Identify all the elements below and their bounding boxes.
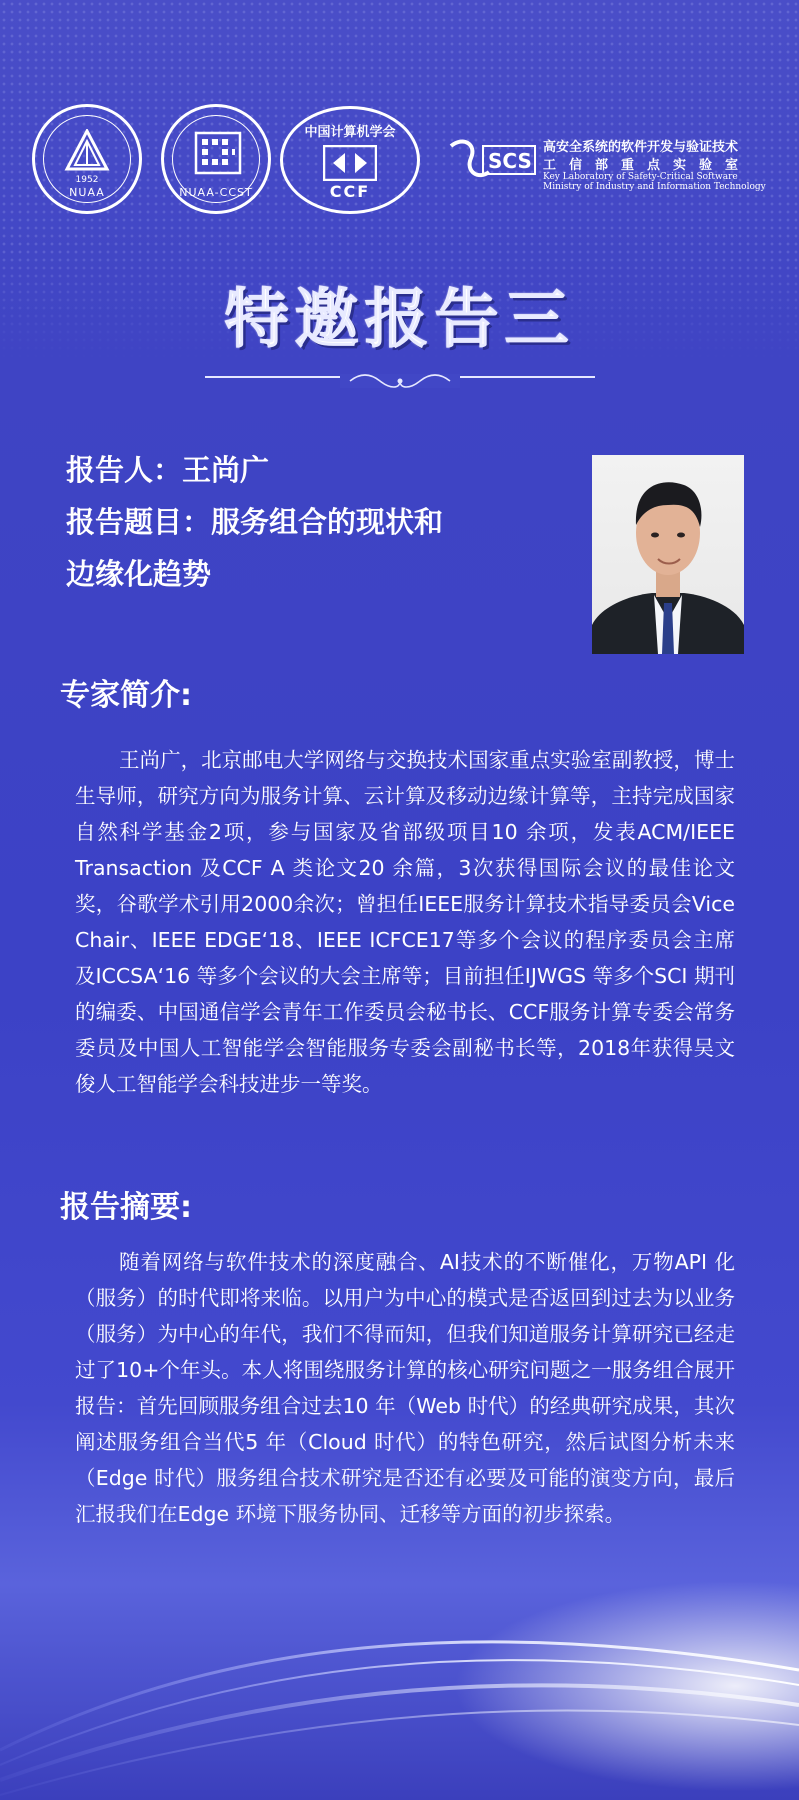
ccf-top-text: 中国计算机学会 — [304, 125, 396, 140]
ccst-name: NUAA-CCST — [179, 186, 253, 199]
scs-cn-line1: 高安全系统的软件开发与验证技术 — [543, 140, 739, 155]
topic-line-2: 边缘化趋势 — [66, 557, 212, 591]
nuaa-logo — [32, 104, 142, 214]
nuaa-year: 1952 — [75, 175, 99, 185]
ornament-icon — [340, 372, 460, 390]
bio-text: 王尚广，北京邮电大学网络与交换技术国家重点实验室副教授，博士生导师，研究方向为服务计算、云计算及移动边缘计算等，主持完成国家自然科学基金2项，参与国家及省部级项目10 余项，发表ACM/IEEE Transaction 及CCF A 类论文20 余篇，3次获得国际会议的最佳论文奖，谷歌学术引用2000余次；曾担任IEEE服务计算技术指导委员会Vice Chair、IEEE EDGE‘18、IEEE ICFCE17等多个会议的程序委员会主席及ICCSA‘16 等多个会议的大会主席等；目前担任IJWGS 等多个SCI 期刊的编委、中国通信学会青年工作委员会秘书长、CCF服务计算专委会常务委员及中国人工智能学会智能服务专委会副秘书长等，2018年获得吴文俊人工智能学会科技进步一等奖。 — [75, 748, 735, 1096]
light-wave-decoration — [0, 1500, 799, 1800]
nuaa-name: NUAA — [69, 186, 105, 199]
scs-mark-text: SCS — [488, 149, 532, 173]
abstract-text: 随着网络与软件技术的深度融合、AI技术的不断催化，万物API 化（服务）的时代即将来临。以用户为中心的模式是否返回到过去为以业务（服务）为中心的年代，我们不得而知，但我们知道服务计算研究已经走过了10+个年头。本人将围绕服务计算的核心研究问题之一服务组合展开报告：首先回顾服务组合过去10 年（Web 时代）的经典研究成果，其次阐述服务组合当代5 年（Cloud 时代）的特色研究，然后试图分析未来（Edge 时代）服务组合技术研究是否还有必要及可能的演变方向，最后 — [75, 1250, 735, 1490]
speaker-name: 报告人：王尚广 — [66, 453, 270, 487]
talk-topic — [66, 496, 556, 600]
topic-line-1: 报告题目：服务组合的现状和 — [66, 505, 444, 539]
speaker-photo — [592, 455, 744, 654]
ccst-logo — [161, 104, 271, 214]
scs-cn-line2: 工信部重点实验室 — [543, 158, 752, 173]
ccf-logo — [280, 106, 420, 214]
abstract-heading: 报告摘要: — [60, 1190, 192, 1225]
bio-heading: 专家简介: — [60, 678, 192, 713]
scs-en-line2: Ministry of Industry and Information Technology — [543, 182, 766, 192]
scs-en-line1: Key Laboratory of Safety-Critical Software — [543, 172, 738, 182]
logo-bar — [28, 100, 778, 220]
ccf-bottom-text: CCF — [329, 182, 371, 201]
scs-lab-logo — [443, 134, 783, 194]
page-title: 特邀报告三 — [224, 283, 575, 357]
